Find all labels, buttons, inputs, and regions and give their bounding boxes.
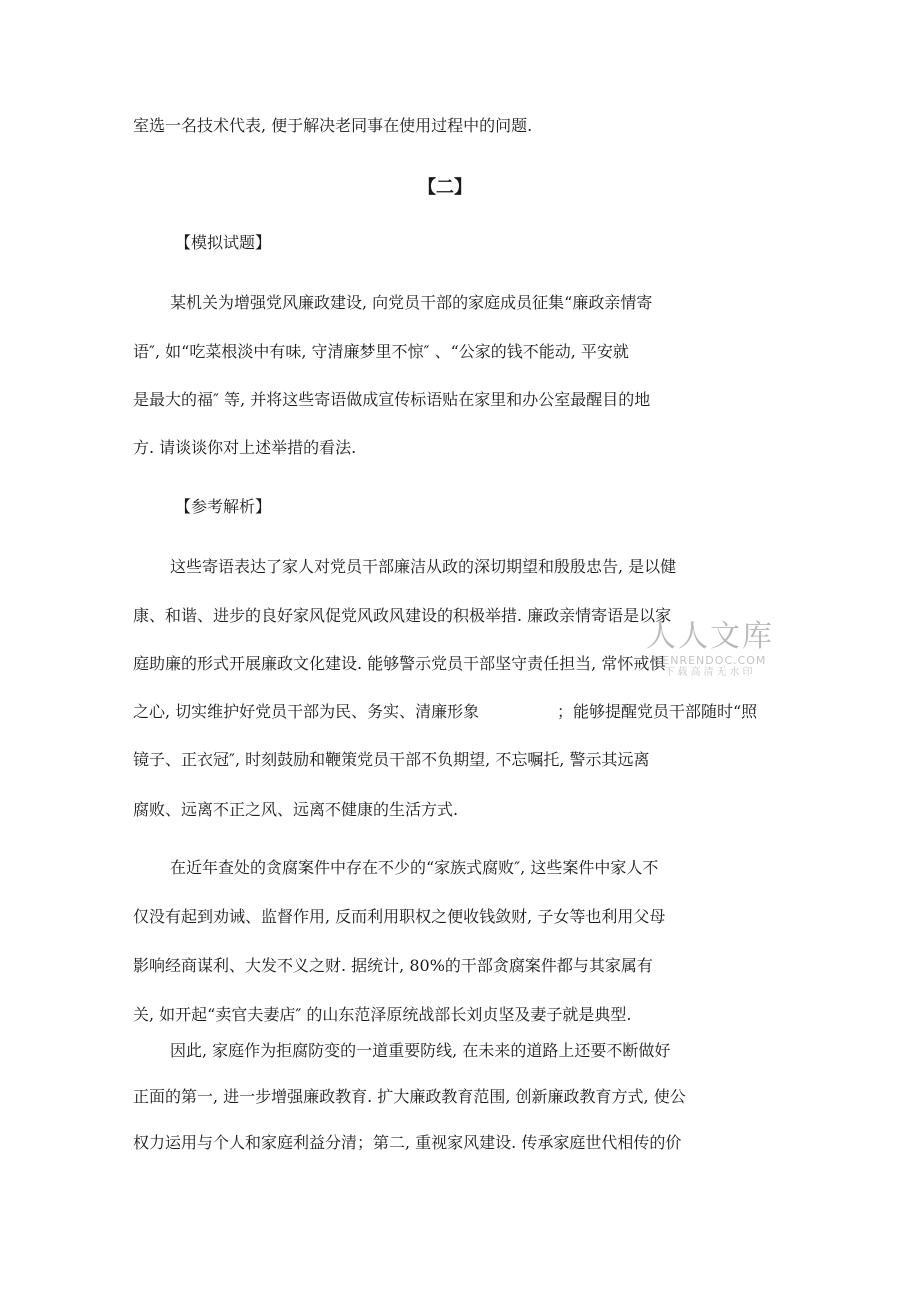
- answer-text-line: 康、和谐、进步的良好家风促党风政风建设的积极举措. 廉政亲情寄语是以家: [133, 606, 672, 625]
- answer-text-line: 影响经商谋利、大发不义之财. 据统计, 80%的干部贪腐案件都与其家属有: [133, 956, 653, 975]
- watermark-slogan: 下载高清无水印: [664, 667, 756, 678]
- text-line: 室选一名技术代表, 便于解决老同事在使用过程中的问题.: [133, 116, 533, 135]
- answer-label: 【参考解析】: [175, 497, 272, 516]
- answer-text-line: 关, 如开起“卖官夫妻店″ 的山东范泽原统战部长刘贞坚及妻子就是典型.: [133, 1005, 632, 1024]
- question-text-line: 某机关为增强党风廉政建设, 向党员干部的家庭成员征集“廉政亲情寄: [170, 293, 653, 312]
- question-label: 【模拟试题】: [175, 233, 272, 252]
- question-text-line: 语″, 如“吃菜根淡中有味, 守清廉梦里不惊″ 、“公家的钱不能动, 平安就: [133, 342, 629, 361]
- question-text-line: 是最大的福″ 等, 并将这些寄语做成宣传标语贴在家里和办公室最醒目的地: [133, 390, 651, 409]
- answer-text-line: 这些寄语表达了家人对党员干部廉洁从政的深切期望和殷殷忠告, 是以健: [170, 557, 677, 576]
- question-text-line: 方. 请谈谈你对上述举措的看法.: [133, 438, 357, 457]
- answer-text-line: 权力运用与个人和家庭利益分清；第二, 重视家风建设. 传承家庭世代相传的价: [133, 1133, 682, 1152]
- answer-text-line: 庭助廉的形式开展廉政文化建设. 能够警示党员干部坚守责任担当, 常怀戒惧: [133, 654, 666, 673]
- answer-text-line: 在近年查处的贪腐案件中存在不少的“家族式腐败″, 这些案件中家人不: [170, 858, 659, 877]
- watermark-title: 人人文库: [646, 619, 774, 654]
- answer-text-line: 仅没有起到劝诫、监督作用, 反而利用职权之便收钱敛财, 子女等也利用父母: [133, 907, 666, 926]
- answer-text-line: ；能够提醒党员干部随时“照: [557, 702, 758, 721]
- answer-text-line: 镜子、正衣冠″, 时刻鼓励和鞭策党员干部不负期望, 不忘嘱托, 警示其远离: [133, 750, 650, 769]
- answer-text-line: 因此, 家庭作为拒腐防变的一道重要防线, 在未来的道路上还要不断做好: [170, 1041, 671, 1060]
- watermark: [640, 620, 780, 679]
- watermark-url: RENRENDOC.COM: [653, 654, 767, 667]
- answer-text-line: 之心, 切实维护好党员干部为民、务实、清廉形象: [133, 702, 480, 721]
- answer-text-line: 正面的第一, 进一步增强廉政教育. 扩大廉政教育范围, 创新廉政教育方式, 使公: [133, 1087, 686, 1106]
- section-heading: 【二】: [418, 177, 472, 198]
- answer-text-line: 腐败、远离不正之风、远离不健康的生活方式.: [133, 800, 459, 819]
